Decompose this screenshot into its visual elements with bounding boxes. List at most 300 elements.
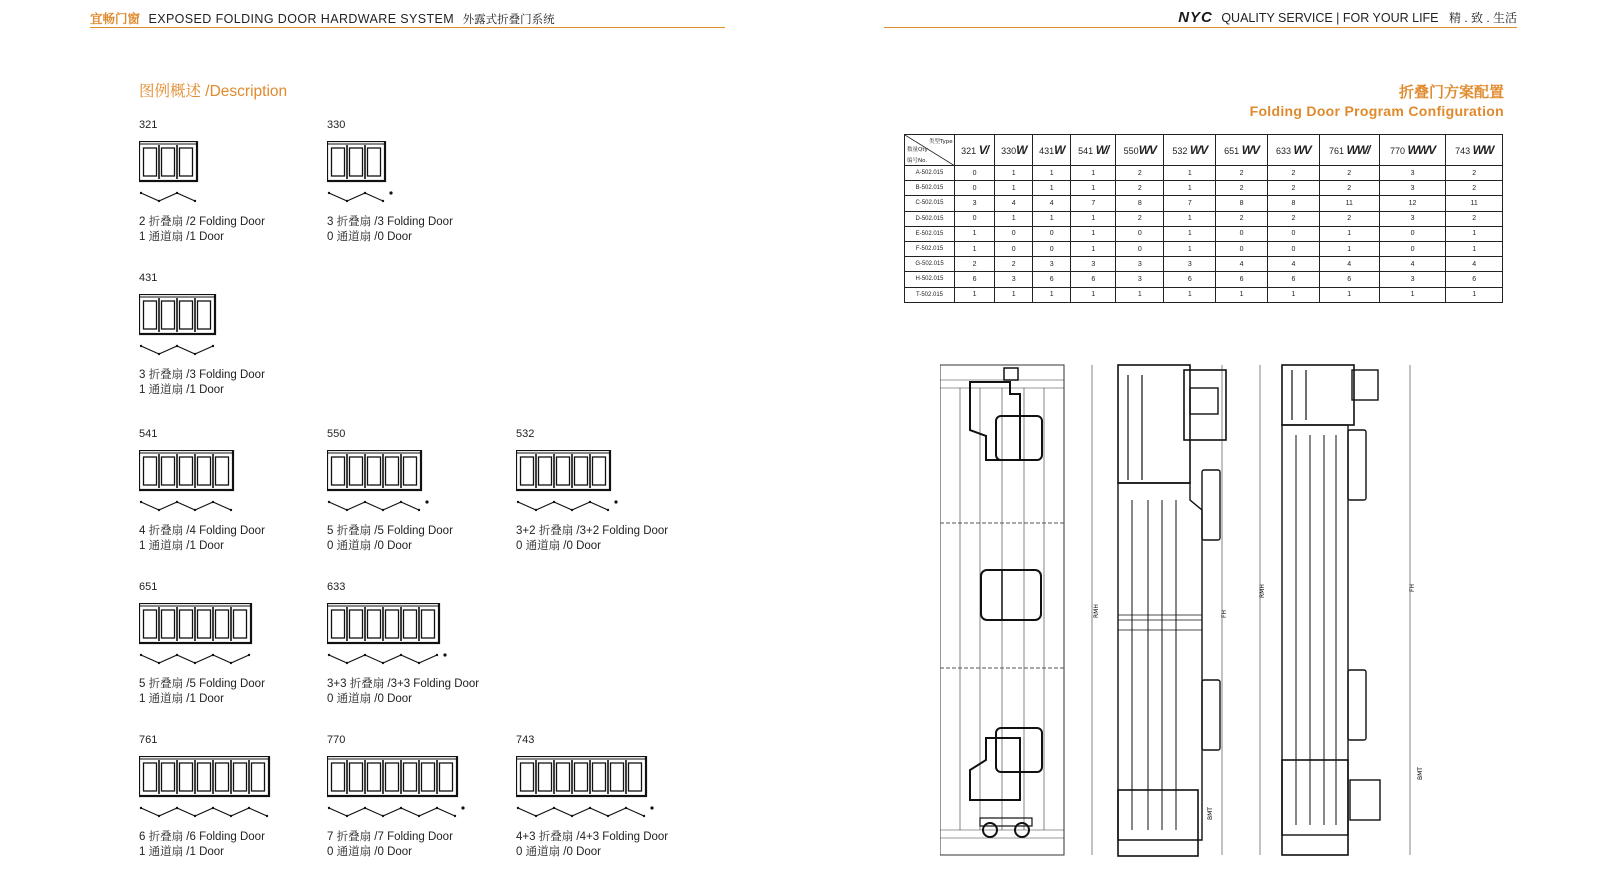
door-panel <box>332 610 345 638</box>
table-cell: 1 <box>995 211 1033 226</box>
door-panel <box>162 301 175 329</box>
item-code: 550 <box>327 428 346 440</box>
table-cell: 1 <box>1319 226 1379 241</box>
fold-zigzag <box>141 655 249 663</box>
table-cell: 6 <box>1216 272 1268 287</box>
fold-hinge-dot <box>589 807 591 809</box>
door-diagram <box>516 450 676 524</box>
fold-hinge-dot <box>212 807 214 809</box>
item-folding-line: 3 折叠扇 /3 Folding Door <box>139 369 265 381</box>
door-panel <box>198 610 211 638</box>
door-panel <box>216 610 229 638</box>
fold-symbol-icon: V/ <box>978 143 989 157</box>
door-item-633 <box>327 581 487 707</box>
fold-hinge-dot <box>400 654 402 656</box>
fold-hinge-dot <box>589 501 591 503</box>
header-right <box>884 9 1517 28</box>
fold-hinge-dot <box>553 807 555 809</box>
door-item-431 <box>139 272 299 398</box>
door-panel <box>386 610 399 638</box>
table-cell: 7 <box>1071 196 1116 211</box>
fold-hinge-dot <box>176 192 178 194</box>
table-cell: 1 <box>1164 211 1216 226</box>
fold-hinge-dot <box>418 509 420 511</box>
nyc-logo: NYC <box>1178 9 1213 26</box>
table-cell: 4 <box>1379 257 1446 272</box>
table-cell: 6 <box>1033 272 1071 287</box>
door-panel <box>404 763 417 791</box>
col-header-550: 550WV <box>1116 135 1164 166</box>
table-cell: 1 <box>995 181 1033 196</box>
table-cell: 1 <box>1071 211 1116 226</box>
door-diagram <box>516 756 676 830</box>
table-cell: 0 <box>995 241 1033 256</box>
fold-hinge-dot <box>328 501 330 503</box>
door-panel <box>144 301 157 329</box>
fold-hinge-dot <box>364 807 366 809</box>
fold-hinge-dot <box>382 509 384 511</box>
table-cell: 7 <box>1164 196 1216 211</box>
header-tagline: QUALITY SERVICE | FOR YOUR LIFE <box>1221 11 1439 25</box>
fold-zigzag <box>518 502 608 510</box>
fold-hinge-dot <box>328 654 330 656</box>
col-header-431: 431W <box>1033 135 1071 166</box>
door-panel <box>162 148 175 176</box>
door-diagram <box>327 141 487 215</box>
fold-hinge-dot <box>436 654 438 656</box>
table-cell: 0 <box>955 181 995 196</box>
table-cell: 6 <box>1446 272 1503 287</box>
table-row <box>905 257 1503 272</box>
item-door-line: 0 通道扇 /0 Door <box>327 540 412 552</box>
door-frame <box>327 450 421 490</box>
door-item-550 <box>327 428 487 554</box>
fold-hinge-dot <box>176 345 178 347</box>
table-cell: 1 <box>1116 287 1164 302</box>
door-panel <box>162 763 175 791</box>
table-cell: 6 <box>1319 272 1379 287</box>
table-cell: 2 <box>1116 166 1164 181</box>
table-cell: 2 <box>1216 181 1268 196</box>
table-cell: 0 <box>995 226 1033 241</box>
door-item-743 <box>516 734 676 860</box>
fold-hinge-dot <box>400 501 402 503</box>
door-panel <box>557 457 570 485</box>
item-folding-line: 7 折叠扇 /7 Folding Door <box>327 831 453 843</box>
col-header-770: 770 WWV <box>1379 135 1446 166</box>
door-panel <box>162 610 175 638</box>
table-cell: 1 <box>1071 287 1116 302</box>
table-cell: 1 <box>1071 226 1116 241</box>
door-panel <box>234 763 247 791</box>
fold-hinge-dot <box>176 654 178 656</box>
table-cell: 3 <box>1379 166 1446 181</box>
config-title <box>1250 81 1504 119</box>
col-header-633: 633 WV <box>1268 135 1320 166</box>
table-cell: 0 <box>1116 226 1164 241</box>
col-header-651: 651 WV <box>1216 135 1268 166</box>
fold-zigzag <box>141 808 267 816</box>
fold-symbol-icon: WW <box>1472 143 1494 157</box>
door-panel <box>521 763 534 791</box>
item-door-line: 1 通道扇 /1 Door <box>139 384 224 396</box>
row-label: C-502.015 <box>905 196 955 211</box>
door-item-330 <box>327 119 487 245</box>
door-panel <box>539 457 552 485</box>
header-tagline-cn: 精 . 致 . 生活 <box>1448 11 1517 25</box>
fold-hinge-dot <box>328 192 330 194</box>
door-panel <box>332 457 345 485</box>
table-cell: 0 <box>955 166 995 181</box>
table-cell: 3 <box>1379 181 1446 196</box>
door-diagram <box>139 603 299 677</box>
door-panel <box>180 301 193 329</box>
table-cell: 0 <box>1268 241 1320 256</box>
end-marker <box>443 653 446 656</box>
fold-hinge-dot <box>158 509 160 511</box>
table-cell: 3 <box>1116 257 1164 272</box>
item-folding-line: 4 折叠扇 /4 Folding Door <box>139 525 265 537</box>
table-cell: 3 <box>1071 257 1116 272</box>
item-code: 743 <box>516 734 535 746</box>
item-door-line: 1 通道扇 /1 Door <box>139 693 224 705</box>
table-cell: 3 <box>1164 257 1216 272</box>
fold-zigzag <box>329 193 383 201</box>
fh-label: FH <box>1409 584 1416 592</box>
door-panel <box>368 148 381 176</box>
door-panel <box>575 763 588 791</box>
table-cell: 1 <box>1216 287 1268 302</box>
table-cell: 2 <box>1319 181 1379 196</box>
door-panel <box>368 610 381 638</box>
fold-hinge-dot <box>436 807 438 809</box>
fold-zigzag <box>141 193 195 201</box>
door-panel <box>593 763 606 791</box>
door-panel <box>144 148 157 176</box>
door-diagram <box>139 141 299 215</box>
table-cell: 0 <box>1033 241 1071 256</box>
fold-hinge-dot <box>517 501 519 503</box>
table-cell: 4 <box>1216 257 1268 272</box>
item-code: 431 <box>139 272 158 284</box>
door-item-532 <box>516 428 676 554</box>
row-label: F-502.015 <box>905 241 955 256</box>
table-cell: 3 <box>1379 272 1446 287</box>
door-panel <box>440 763 453 791</box>
section-drawings <box>940 360 1460 880</box>
table-cell: 4 <box>995 196 1033 211</box>
table-cell: 8 <box>1116 196 1164 211</box>
corner-type-label: 类型Type <box>929 139 953 145</box>
table-cell: 1 <box>1446 287 1503 302</box>
table-cell: 1 <box>955 287 995 302</box>
row-label: H-502.015 <box>905 272 955 287</box>
door-panel <box>198 301 211 329</box>
fold-hinge-dot <box>266 815 268 817</box>
door-item-651 <box>139 581 299 707</box>
fold-hinge-dot <box>382 200 384 202</box>
item-door-line: 0 通道扇 /0 Door <box>327 846 412 858</box>
door-panel <box>611 763 624 791</box>
fold-hinge-dot <box>418 662 420 664</box>
fold-hinge-dot <box>158 815 160 817</box>
door-panel <box>234 610 247 638</box>
door-panel <box>180 610 193 638</box>
table-cell: 2 <box>1319 166 1379 181</box>
table-cell: 2 <box>1446 181 1503 196</box>
table-row <box>905 211 1503 226</box>
fold-hinge-dot <box>643 815 645 817</box>
end-marker <box>389 191 392 194</box>
fold-hinge-dot <box>158 200 160 202</box>
row-label: B-502.015 <box>905 181 955 196</box>
door-panel <box>575 457 588 485</box>
door-panel <box>144 763 157 791</box>
fold-hinge-dot <box>571 815 573 817</box>
item-code: 770 <box>327 734 346 746</box>
table-cell: 1 <box>1033 166 1071 181</box>
fold-symbol-icon: WV <box>1293 143 1311 157</box>
door-panel <box>404 610 417 638</box>
table-row <box>905 287 1503 302</box>
table-cell: 1 <box>1033 287 1071 302</box>
door-item-541 <box>139 428 299 554</box>
table-cell: 8 <box>1268 196 1320 211</box>
table-cell: 12 <box>1379 196 1446 211</box>
door-panel <box>593 457 606 485</box>
fold-hinge-dot <box>212 501 214 503</box>
fold-hinge-dot <box>230 509 232 511</box>
table-corner-header <box>905 135 955 166</box>
table-cell: 1 <box>1071 166 1116 181</box>
fold-hinge-dot <box>158 662 160 664</box>
fold-hinge-dot <box>140 807 142 809</box>
table-row <box>905 272 1503 287</box>
table-cell: 3 <box>995 272 1033 287</box>
table-cell: 1 <box>1446 226 1503 241</box>
fh-label: FH <box>1221 610 1228 618</box>
fold-hinge-dot <box>194 353 196 355</box>
table-row <box>905 166 1503 181</box>
fold-zigzag <box>329 502 419 510</box>
end-marker <box>425 500 428 503</box>
table-cell: 6 <box>1164 272 1216 287</box>
door-panel <box>350 148 363 176</box>
fold-symbol-icon: W <box>1016 143 1027 157</box>
profile-section-drawing <box>1092 365 1228 856</box>
fold-hinge-dot <box>535 509 537 511</box>
fold-hinge-dot <box>140 345 142 347</box>
table-cell: 0 <box>955 211 995 226</box>
item-folding-line: 3 折叠扇 /3 Folding Door <box>327 216 453 228</box>
bmt-label: BMT <box>1207 807 1214 820</box>
table-cell: 1 <box>1071 241 1116 256</box>
fold-symbol-icon: WV <box>1138 143 1157 157</box>
fold-zigzag <box>329 655 437 663</box>
fold-hinge-dot <box>364 501 366 503</box>
header-title: EXPOSED FOLDING DOOR HARDWARE SYSTEM <box>148 12 455 26</box>
configuration-table <box>904 134 1503 303</box>
fold-hinge-dot <box>176 501 178 503</box>
fold-hinge-dot <box>454 815 456 817</box>
door-panel <box>557 763 570 791</box>
table-cell: 1 <box>1033 181 1071 196</box>
item-folding-line: 4+3 折叠扇 /4+3 Folding Door <box>516 831 669 843</box>
door-panel <box>386 763 399 791</box>
table-cell: 1 <box>995 287 1033 302</box>
door-diagram <box>139 450 299 524</box>
fold-hinge-dot <box>140 654 142 656</box>
fold-hinge-dot <box>517 807 519 809</box>
item-code: 532 <box>516 428 535 440</box>
table-cell: 1 <box>1164 241 1216 256</box>
item-code: 330 <box>327 119 346 131</box>
fold-symbol-icon: W <box>1054 143 1065 157</box>
table-cell: 1 <box>1268 287 1320 302</box>
item-code: 321 <box>139 119 158 131</box>
fold-hinge-dot <box>248 654 250 656</box>
fold-zigzag <box>141 346 213 354</box>
table-cell: 1 <box>1319 287 1379 302</box>
row-label: A-502.015 <box>905 166 955 181</box>
fold-hinge-dot <box>607 815 609 817</box>
door-diagram <box>327 756 487 830</box>
fold-hinge-dot <box>346 200 348 202</box>
table-cell: 2 <box>1446 166 1503 181</box>
table-cell: 2 <box>1268 181 1320 196</box>
item-door-line: 1 通道扇 /1 Door <box>139 540 224 552</box>
rmh-label: RMH <box>1259 584 1266 598</box>
door-frame <box>516 450 610 490</box>
config-title-en: Folding Door Program Configuration <box>1249 103 1504 119</box>
header-left <box>90 9 725 28</box>
table-row <box>905 181 1503 196</box>
table-cell: 2 <box>955 257 995 272</box>
door-panel <box>368 763 381 791</box>
col-header-541: 541 W/ <box>1071 135 1116 166</box>
table-cell: 11 <box>1446 196 1503 211</box>
header-title-cn: 外露式折叠门系统 <box>462 14 555 26</box>
table-cell: 1 <box>1319 241 1379 256</box>
table-cell: 8 <box>1216 196 1268 211</box>
table-cell: 2 <box>1216 166 1268 181</box>
item-folding-line: 3+3 折叠扇 /3+3 Folding Door <box>327 678 480 690</box>
corner-diagonal <box>905 135 955 166</box>
fold-symbol-icon: WV <box>1241 143 1260 157</box>
door-panel <box>404 457 417 485</box>
end-marker <box>614 500 617 503</box>
fold-hinge-dot <box>625 807 627 809</box>
fold-hinge-dot <box>176 807 178 809</box>
door-diagram <box>139 294 299 368</box>
table-cell: 0 <box>1379 241 1446 256</box>
table-cell: 4 <box>1033 196 1071 211</box>
door-panel <box>539 763 552 791</box>
fold-hinge-dot <box>140 192 142 194</box>
table-cell: 3 <box>1033 257 1071 272</box>
table-row <box>905 196 1503 211</box>
item-code: 633 <box>327 581 346 593</box>
fold-zigzag <box>518 808 644 816</box>
table-cell: 0 <box>1116 241 1164 256</box>
fold-hinge-dot <box>230 815 232 817</box>
door-frame <box>139 450 233 490</box>
table-cell: 1 <box>1379 287 1446 302</box>
table-cell: 4 <box>1268 257 1320 272</box>
fold-hinge-dot <box>607 509 609 511</box>
table-cell: 2 <box>1216 211 1268 226</box>
item-door-line: 1 通道扇 /1 Door <box>139 846 224 858</box>
table-cell: 0 <box>1216 241 1268 256</box>
fold-hinge-dot <box>418 815 420 817</box>
table-cell: 0 <box>1033 226 1071 241</box>
fold-symbol-icon: W/ <box>1095 143 1109 157</box>
table-cell: 2 <box>995 257 1033 272</box>
fold-symbol-icon: WWV <box>1407 143 1436 157</box>
table-cell: 1 <box>955 226 995 241</box>
item-folding-line: 2 折叠扇 /2 Folding Door <box>139 216 265 228</box>
table-cell: 6 <box>1071 272 1116 287</box>
table-cell: 4 <box>1446 257 1503 272</box>
table-cell: 1 <box>1164 226 1216 241</box>
config-title-cn: 折叠门方案配置 <box>1398 84 1504 101</box>
table-cell: 1 <box>1164 166 1216 181</box>
fold-hinge-dot <box>400 807 402 809</box>
door-panel <box>629 763 642 791</box>
table-cell: 1 <box>1446 241 1503 256</box>
door-item-770 <box>327 734 487 860</box>
table-cell: 0 <box>1379 226 1446 241</box>
item-code: 651 <box>139 581 158 593</box>
door-panel <box>216 457 229 485</box>
col-header-532: 532 WV <box>1164 135 1216 166</box>
door-panel <box>180 148 193 176</box>
fold-hinge-dot <box>364 654 366 656</box>
door-panel <box>252 763 265 791</box>
col-header-761: 761 WW/ <box>1319 135 1379 166</box>
fold-hinge-dot <box>194 509 196 511</box>
fold-hinge-dot <box>553 501 555 503</box>
door-panel <box>180 763 193 791</box>
table-cell: 0 <box>1268 226 1320 241</box>
fold-hinge-dot <box>328 807 330 809</box>
item-folding-line: 3+2 折叠扇 /3+2 Folding Door <box>516 525 669 537</box>
item-folding-line: 6 折叠扇 /6 Folding Door <box>139 831 265 843</box>
door-panel <box>144 457 157 485</box>
door-panel <box>386 457 399 485</box>
col-header-321: 321 V/ <box>955 135 995 166</box>
item-folding-line: 5 折叠扇 /5 Folding Door <box>139 678 265 690</box>
table-cell: 1 <box>995 166 1033 181</box>
corner-qty-label: 数量Qty <box>907 147 928 153</box>
door-panel <box>216 763 229 791</box>
door-panel <box>368 457 381 485</box>
table-cell: 3 <box>1116 272 1164 287</box>
table-row <box>905 226 1503 241</box>
item-door-line: 0 通道扇 /0 Door <box>327 231 412 243</box>
fold-hinge-dot <box>194 662 196 664</box>
item-code: 761 <box>139 734 158 746</box>
fold-hinge-dot <box>382 662 384 664</box>
table-row <box>905 241 1503 256</box>
table-cell: 1 <box>955 241 995 256</box>
table-cell: 2 <box>1268 211 1320 226</box>
door-diagram <box>327 450 487 524</box>
door-item-321 <box>139 119 299 245</box>
table-cell: 2 <box>1116 211 1164 226</box>
brand-name: 宜畅门窗 <box>90 12 141 26</box>
item-door-line: 0 通道扇 /0 Door <box>516 540 601 552</box>
